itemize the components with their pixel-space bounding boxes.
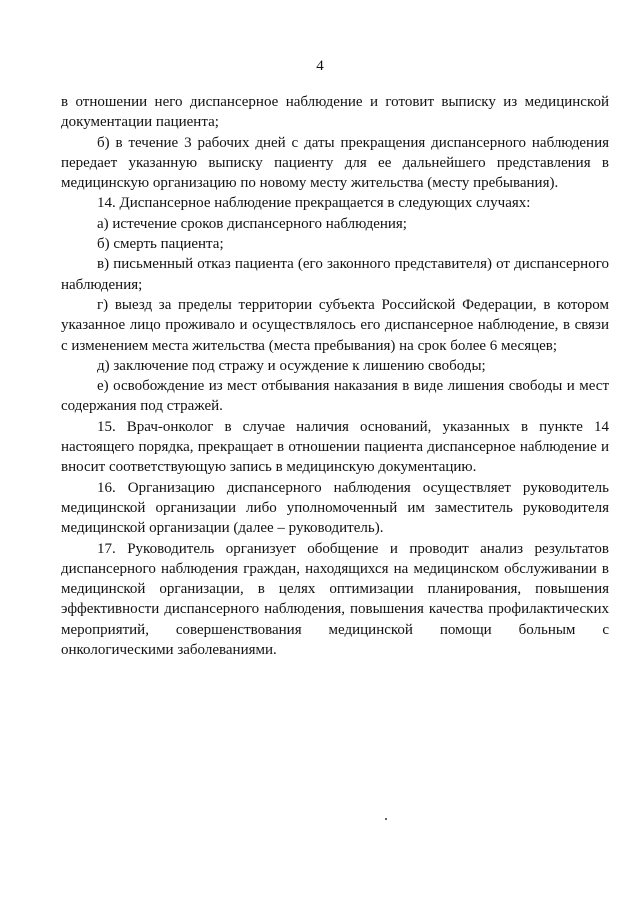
paragraph-item-b-transfer: б) в течение 3 рабочих дней с даты прекращения диспансерного наблюдения передает указанную выписку пациенту для ее дальнейшего представления в медицинскую организацию по новому месту жительства (месту пребывания). [61,134,609,192]
paragraph-15: 15. Врач-онколог в случае наличия оснований, указанных в пункте 14 настоящего порядка, прекращает в отношении пациента диспансерное наблюдение и вносит соответствующую запись в медицинскую документацию. [61,418,609,476]
document-body [61,92,609,660]
page-number: 4 [316,58,324,74]
paragraph-14-d: д) заключение под стражу и осуждение к лишению свободы; [97,357,486,374]
paragraph-14-e: е) освобождение из мест отбывания наказания в виде лишения свободы и мест содержания под стражей. [61,378,609,415]
paragraph-14-g: г) выезд за пределы территории субъекта Российской Федерации, в котором указанное лицо проживало и осуществлялось его диспансерное наблюдение, в связи с изменением места жительства (места пребывания) на срок более 6 месяцев; [61,296,609,354]
scan-speck [385,818,387,820]
paragraph-14-v: в) письменный отказ пациента (его законного представителя) от диспансерного наблюдения; [61,256,609,293]
paragraph-14-b: б) смерть пациента; [97,236,224,253]
paragraph-17: 17. Руководитель организует обобщение и проводит анализ результатов диспансерного наблюдения граждан, находящихся на медицинском обслуживании в медицинской организации, в целях оптимизации планирования, повышения эффективности диспансерного наблюдения, повышения качества профилактических мероприятий, совершенствования медицинской помощи больным с онкологическими заболеваниями. [61,540,609,659]
paragraph-16: 16. Организацию диспансерного наблюдения осуществляет руководитель медицинской организации либо уполномоченный им заместитель руководителя медицинской организации (далее – руководитель). [61,479,609,537]
paragraph-14: 14. Диспансерное наблюдение прекращается в следующих случаях: [97,195,531,212]
paragraph-continuation: в отношении него диспансерное наблюдение и готовит выписку из медицинской документации пациента; [61,94,609,131]
paragraph-14-a: а) истечение сроков диспансерного наблюдения; [97,215,407,232]
